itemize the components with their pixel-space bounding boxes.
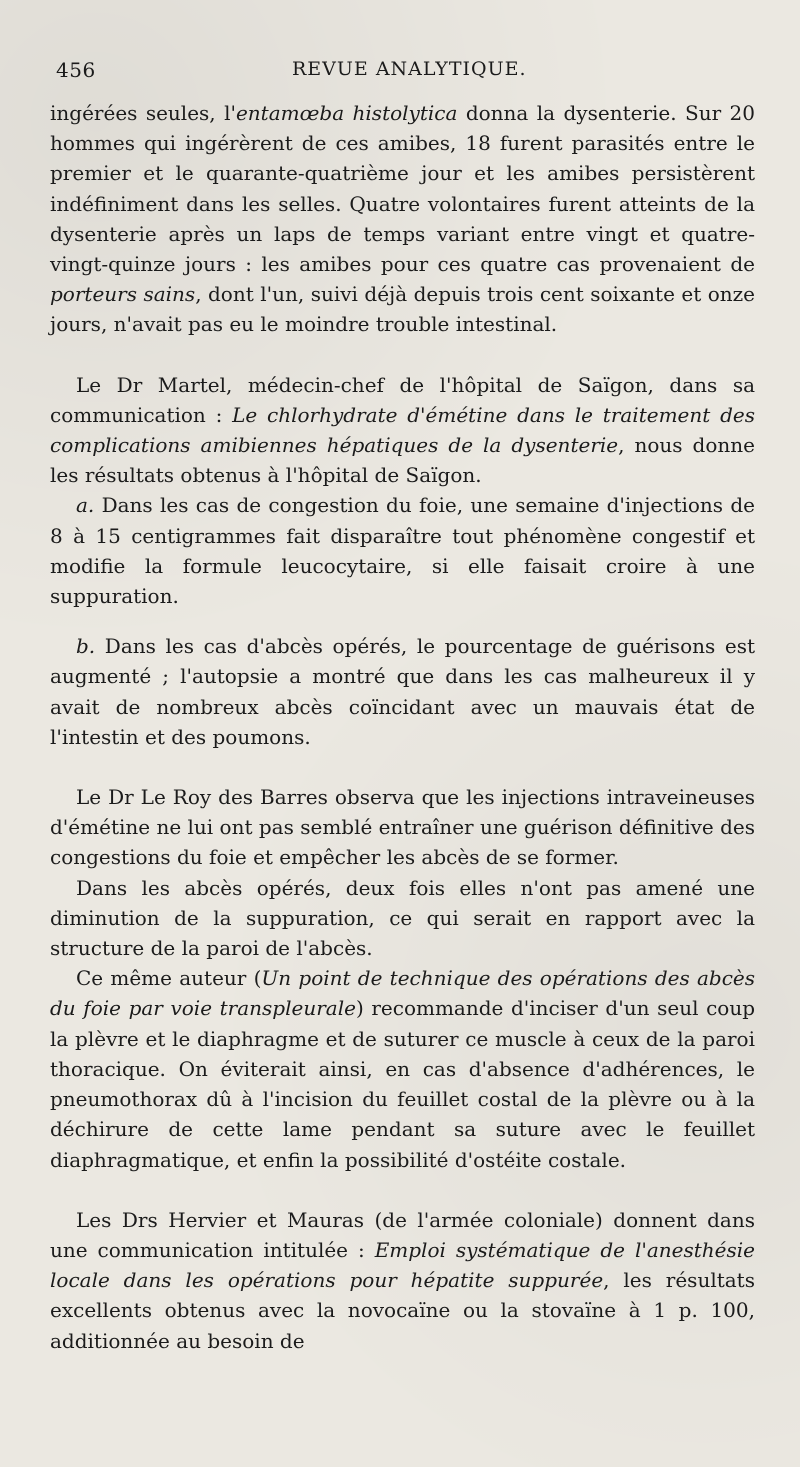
paragraph-6 bbox=[50, 873, 755, 964]
paragraph-gap bbox=[50, 1175, 755, 1205]
paragraph-3 bbox=[50, 490, 755, 611]
paragraph-2-text-1: Le Dr Martel, médecin-chef de l'hôpital de Saïgon, dans sa communication : bbox=[50, 372, 755, 427]
paragraph-1-italic-2: porteurs sains bbox=[50, 282, 196, 307]
paragraph-5-text: Le Dr Le Roy des Barres observa que les injections intraveineuses d'émétine ne lui ont pas semblé entraîner une guérison définitive des congestions du foie et empêcher les abcès de se former. bbox=[50, 785, 755, 870]
paragraph-8 bbox=[50, 1205, 755, 1356]
paragraph-8-text-1: Les Drs Hervier et Mauras (de l'armée coloniale) donnent dans une communication intitulée : bbox=[50, 1207, 755, 1262]
paragraph-2-italic-1: Le chlorhydrate d'émétine dans le traitement des complications amibiennes hépatiques de la dysenterie bbox=[50, 402, 755, 458]
body-text bbox=[50, 98, 755, 1356]
paragraph-gap bbox=[50, 752, 755, 782]
paragraph-4 bbox=[50, 631, 755, 752]
paragraph-1 bbox=[50, 98, 755, 340]
paragraph-2-text-2: , nous donne les résultats obtenus à l'hôpital de Saïgon. bbox=[50, 433, 755, 488]
paragraph-5 bbox=[50, 782, 755, 873]
paragraph-gap bbox=[50, 611, 755, 631]
paragraph-8-italic-1: Emploi systématique de l'anesthésie locale dans les opérations pour hépatite suppurée bbox=[50, 1237, 755, 1293]
page-header bbox=[56, 58, 740, 86]
running-title: REVUE ANALYTIQUE. bbox=[292, 58, 527, 80]
paragraph-4-text: Dans les cas d'abcès opérés, le pourcentage de guérisons est augmenté ; l'autopsie a montré que dans les cas malheureux il y avait de nombreux abcès coïncidant avec un mauvais état de l'intestin et des poumons. bbox=[50, 634, 755, 749]
paragraph-7 bbox=[50, 963, 755, 1174]
page-number: 456 bbox=[56, 58, 96, 82]
paragraph-1-italic-1: entamœba histolytica bbox=[235, 101, 458, 125]
paragraph-8-text-2: , les résultats excellents obtenus avec la novocaïne ou la stovaïne à 1 p. 100, additionnée au besoin de bbox=[50, 1268, 755, 1353]
paragraph-2 bbox=[50, 370, 755, 491]
paragraph-1-text-1: ingérées seules, l' bbox=[50, 101, 236, 125]
list-label-b: b. bbox=[76, 634, 96, 659]
paragraph-3-text: Dans les cas de congestion du foie, une semaine d'injections de 8 à 15 centigrammes fait disparaître tout phénomène congestif et modifie la formule leucocytaire, si elle faisait croire à une suppuration. bbox=[50, 493, 755, 609]
list-label-a: a. bbox=[76, 493, 95, 518]
paragraph-1-text-3: , dont l'un, suivi déjà depuis trois cent soixante et onze jours, n'avait pas eu le moindre trouble intestinal. bbox=[50, 282, 755, 337]
paragraph-7-text-1: Ce même auteur ( bbox=[76, 966, 262, 991]
paragraph-7-text-2: ) recommande d'inciser d'un seul coup la plèvre et le diaphragme et de suturer ce muscle à ceux de la paroi thoracique. On éviterait ainsi, en cas d'absence d'adhérences, le pneumothorax dû à l'incision du feuillet costal de la plèvre ou à la déchirure de cette lame pendant sa suture avec le feuillet diaphragmatique, et enfin la possibilité d'ostéite costale. bbox=[50, 996, 755, 1172]
paragraph-1-text-2: donna la dysenterie. Sur 20 hommes qui ingérèrent de ces amibes, 18 furent parasités entre le premier et le quarante-quatrième jour et les amibes persistèrent indéfiniment dans les selles. Quatre volontaires furent atteints de la dysenterie après un laps de temps variant entre vingt et quatre-vingt-quinze jours : les amibes pour ces quatre cas provenaient de bbox=[50, 101, 756, 277]
paragraph-7-italic-1: Un point de technique des opérations des abcès du foie par voie transpleurale bbox=[50, 966, 756, 1021]
paragraph-6-text: Dans les abcès opérés, deux fois elles n'ont pas amené une diminution de la suppuration, ce qui serait en rapport avec la structure de la paroi de l'abcès. bbox=[50, 875, 755, 961]
paragraph-gap bbox=[50, 340, 755, 370]
